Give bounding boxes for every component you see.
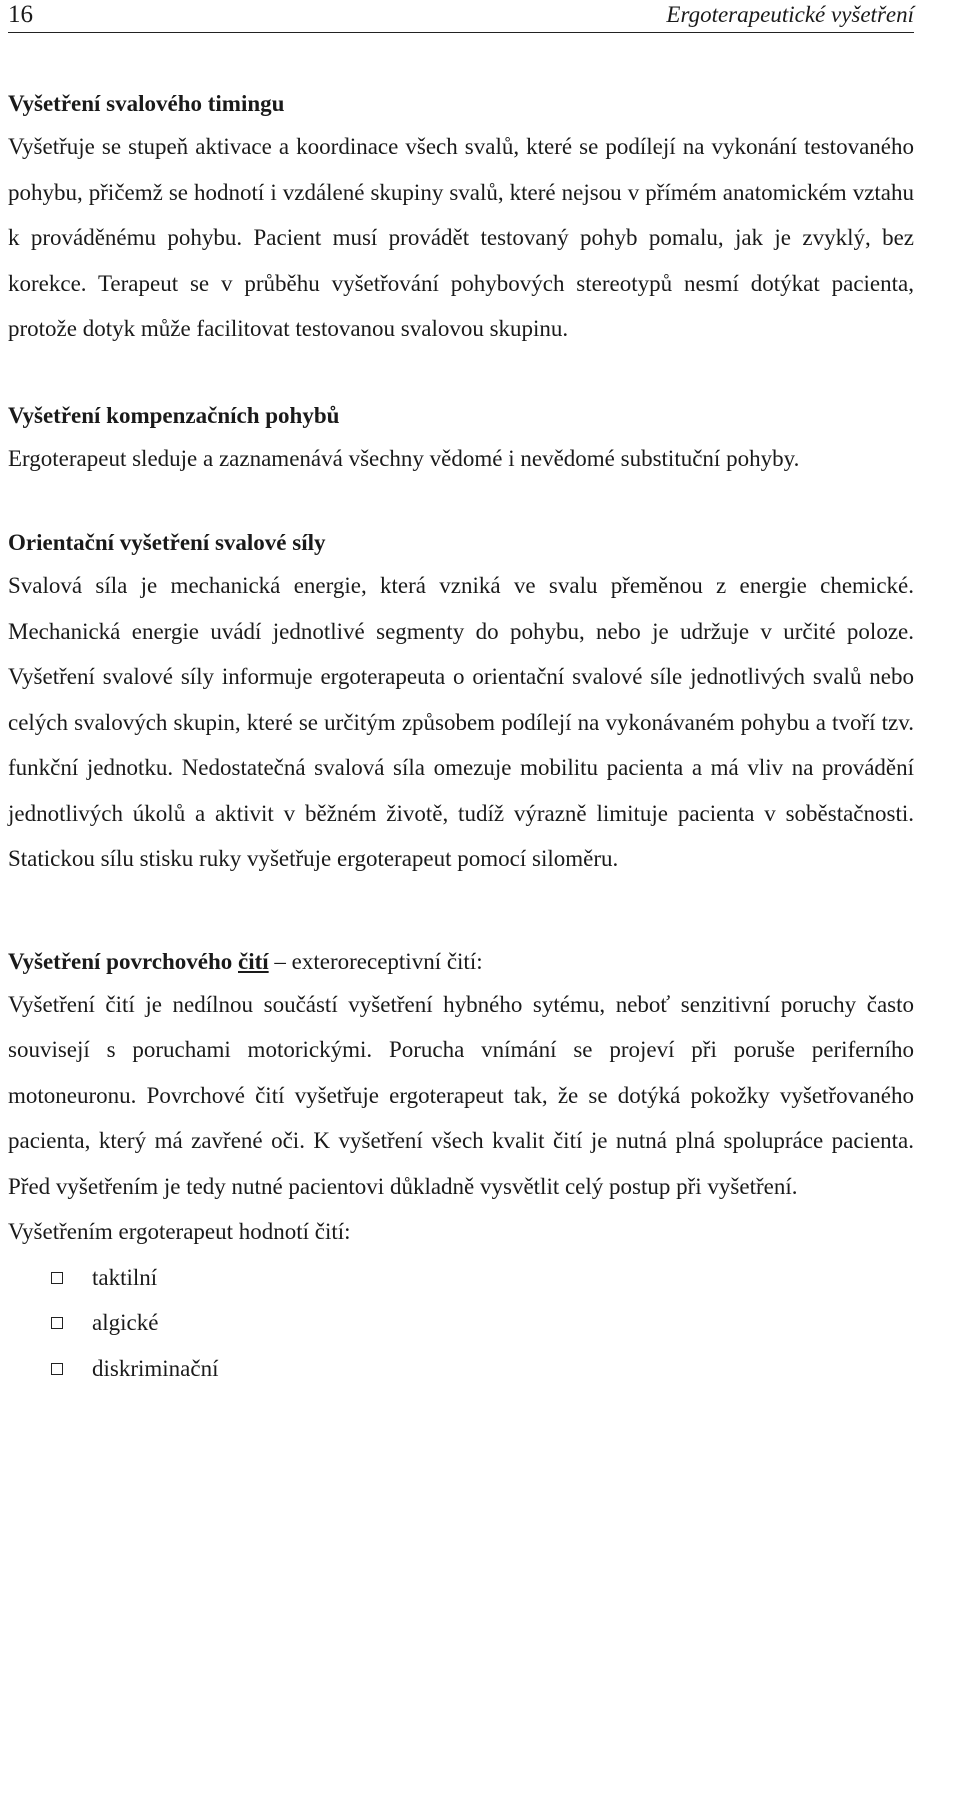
sensation-list [8, 1255, 914, 1392]
checkbox-square-icon [51, 1363, 63, 1375]
list-intro: Vyšetřením ergoterapeut hodnotí čití: [8, 1219, 351, 1244]
section-body-compensation: Ergoterapeut sleduje a zaznamenává všechny vědomé i nevědomé substituční pohyby. [8, 445, 800, 471]
checkbox-square-icon [51, 1317, 63, 1329]
heading-separator: – [268, 948, 292, 974]
heading-suffix: exteroreceptivní čití: [291, 948, 483, 974]
checkbox-square-icon [51, 1272, 63, 1284]
page-content [8, 84, 914, 1391]
list-item [8, 1346, 914, 1392]
running-title: Ergoterapeutické vyšetření [666, 2, 914, 27]
section-heading-strength: Orientační vyšetření svalové síly [8, 530, 326, 555]
heading-part-2: čití [238, 948, 269, 974]
section-heading-sensation [8, 942, 914, 982]
section-body-strength: Svalová síla je mechanická energie, která vzniká ve svalu přeměnou z energie chemické. Mechanická energie uvádí jednotlivé segmenty do pohybu, nebo je udržuje v určité poloze. Vyšetření svalové síly informuje ergoterapeuta o orientační svalové síle jednotlivých svalů nebo celých svalových skupin, které se určitým způsobem podílejí na vykonávaném pohybu a tvoří tzv. funkční jednotku. Nedostatečná svalová síla omezuje mobilitu pacienta a má vliv na provádění jednotlivých úkolů a aktivit v běžném životě, tudíž výrazně limituje pacienta v soběstačnosti. Statickou sílu stisku ruky vyšetřuje ergoterapeut pomocí siloměru. [8, 573, 914, 871]
section-body-timing: Vyšetřuje se stupeň aktivace a koordinace všech svalů, které se podílejí na vykonání testovaného pohybu, přičemž se hodnotí i vzdálené skupiny svalů, které nejsou v přímém anatomickém vztahu k prováděnému pohybu. Pacient musí provádět testovaný pohyb pomalu, jak je zvyklý, bez korekce. Terapeut se v průběhu vyšetřování pohybových stereotypů nesmí dotýkat pacienta, protože dotyk může facilitovat testovanou svalovou skupinu. [8, 134, 914, 341]
section-body-sensation: Vyšetření čití je nedílnou součástí vyšetření hybného sytému, neboť senzitivní poruchy často souvisejí s poruchami motorickými. Porucha vnímání se projeví při poruše periferního motoneuronu. Povrchové čití vyšetřuje ergoterapeut tak, že se dotýká pokožky vyšetřovaného pacienta, který má zavřené oči. K vyšetření všech kvalit čití je nutná plná spolupráce pacienta. Před vyšetřením je tedy nutné pacientovi důkladně vysvětlit celý postup při vyšetření. [8, 991, 914, 1199]
section-heading-timing: Vyšetření svalového timingu [8, 91, 285, 116]
list-item [8, 1255, 914, 1301]
list-item [8, 1300, 914, 1346]
page-number: 16 [8, 1, 33, 28]
list-item-label: taktilní [92, 1264, 158, 1290]
list-item-label: algické [92, 1310, 159, 1335]
list-item-label: diskriminační [92, 1355, 219, 1381]
heading-part-1: Vyšetření povrchového [8, 948, 238, 974]
page-header [8, 0, 914, 33]
section-heading-compensation: Vyšetření kompenzačních pohybů [8, 402, 340, 428]
